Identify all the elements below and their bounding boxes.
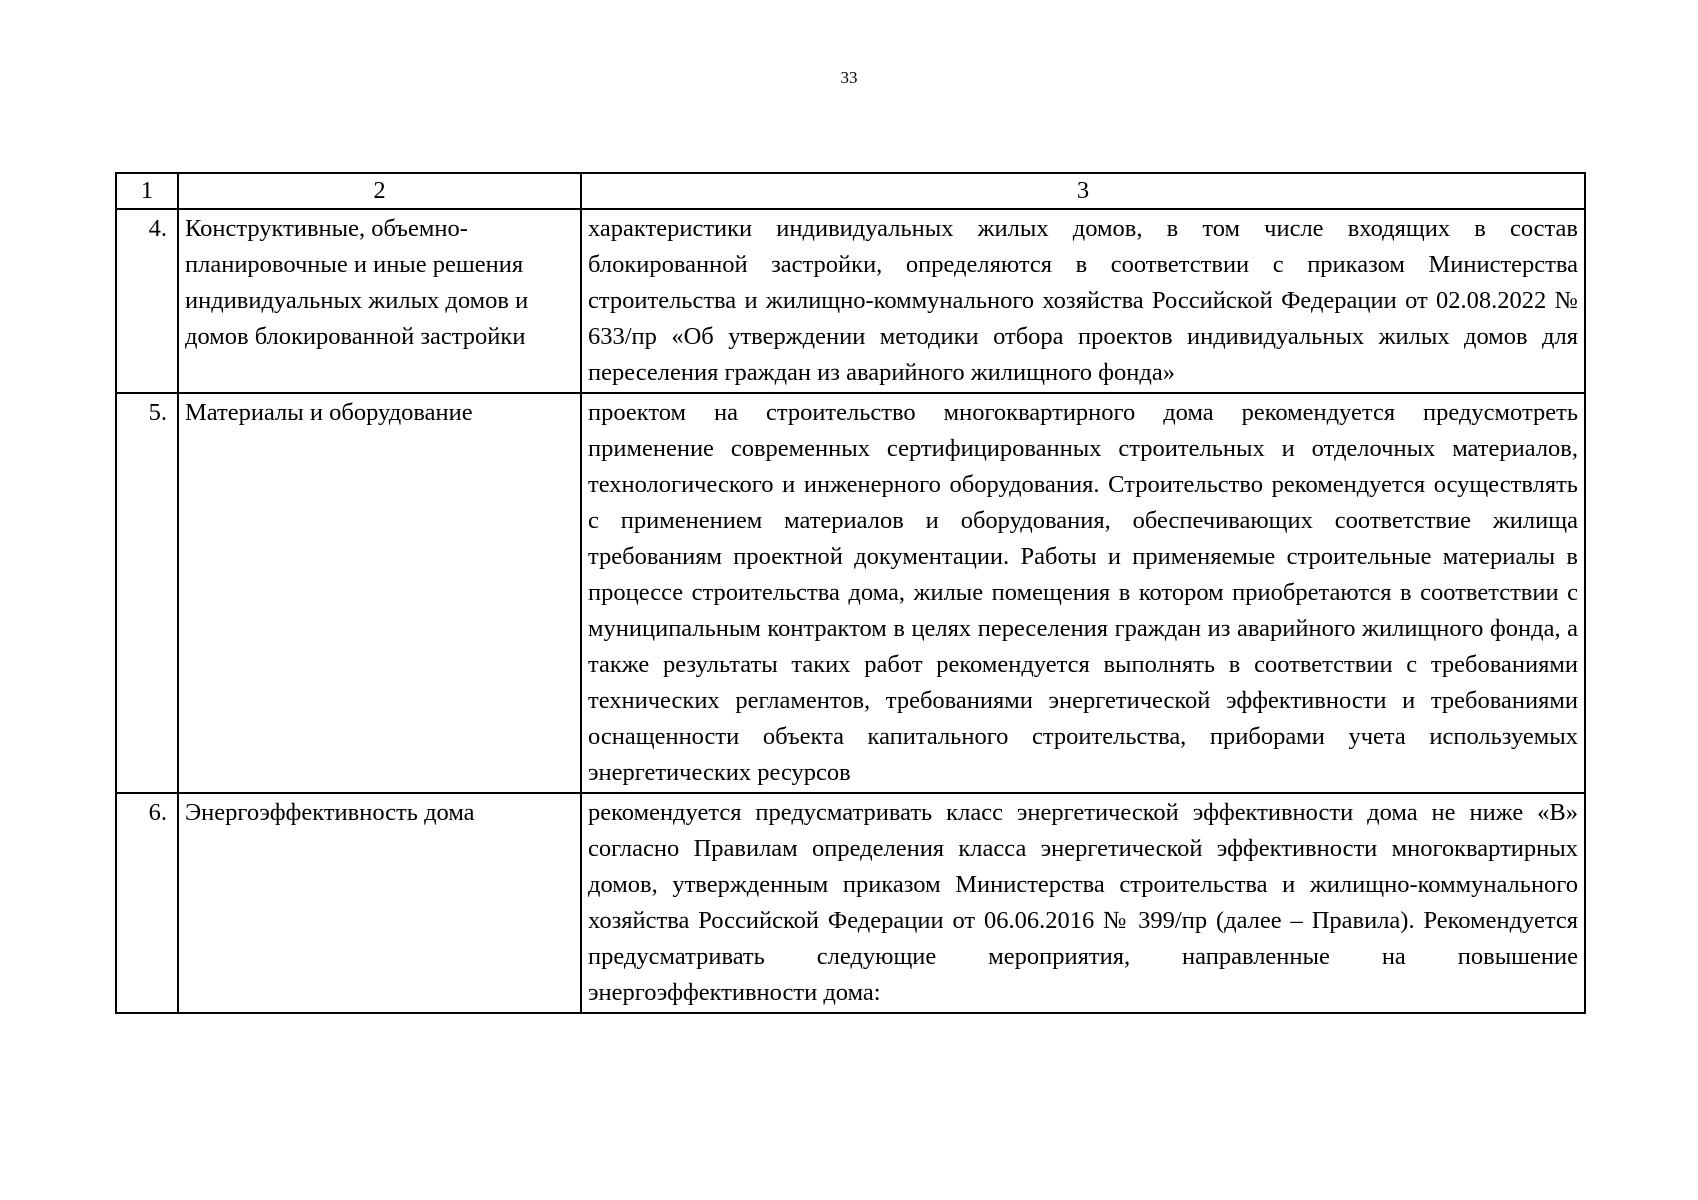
row-number: 4. xyxy=(116,209,178,393)
row-title: Конструктивные, объемно-планировочные и иные решения индивидуальных жилых домов и домов блокированной застройки xyxy=(178,209,581,393)
row-title: Материалы и оборудование xyxy=(178,393,581,793)
header-cell-1: 1 xyxy=(116,173,178,209)
row-number: 5. xyxy=(116,393,178,793)
requirements-table xyxy=(115,172,1586,1014)
header-cell-2: 2 xyxy=(178,173,581,209)
table-row xyxy=(116,393,1585,793)
row-text: проектом на строительство многоквартирного дома рекомендуется предусмотреть применение современных сертифицированных строительных и отделочных материалов, технологического и инженерного оборудования. Строительство рекомендуется осуществлять с применением материалов и оборудования, обеспечивающих соответствие жилища требованиям проектной документации. Работы и применяемые строительные материалы в процессе строительства дома, жилые помещения в котором приобретаются в соответствии с муниципальным контрактом в целях переселения граждан из аварийного жилищного фонда, а также результаты таких работ рекомендуется выполнять в соответствии с требованиями технических регламентов, требованиями энергетической эффективности и требованиями оснащенности объекта капитального строительства, приборами учета используемых энергетических ресурсов xyxy=(581,393,1585,793)
header-cell-3: 3 xyxy=(581,173,1585,209)
row-text: рекомендуется предусматривать класс энергетической эффективности дома не ниже «В» согласно Правилам определения класса энергетической эффективности многоквартирных домов, утвержденным приказом Министерства строительства и жилищно-коммунального хозяйства Российской Федерации от 06.06.2016 № 399/пр (далее – Правила). Рекомендуется предусматривать следующие мероприятия, направленные на повышение энергоэффективности дома: xyxy=(581,793,1585,1013)
row-title: Энергоэффективность дома xyxy=(178,793,581,1013)
table-row xyxy=(116,793,1585,1013)
page-number: 33 xyxy=(840,68,858,87)
row-text: характеристики индивидуальных жилых домов, в том числе входящих в состав блокированной застройки, определяются в соответствии с приказом Министерства строительства и жилищно-коммунального хозяйства Российской Федерации от 02.08.2022 № 633/пр «Об утверждении методики отбора проектов индивидуальных жилых домов для переселения граждан из аварийного жилищного фонда» xyxy=(581,209,1585,393)
table-row xyxy=(116,209,1585,393)
table-header-row xyxy=(116,173,1585,209)
row-number: 6. xyxy=(116,793,178,1013)
